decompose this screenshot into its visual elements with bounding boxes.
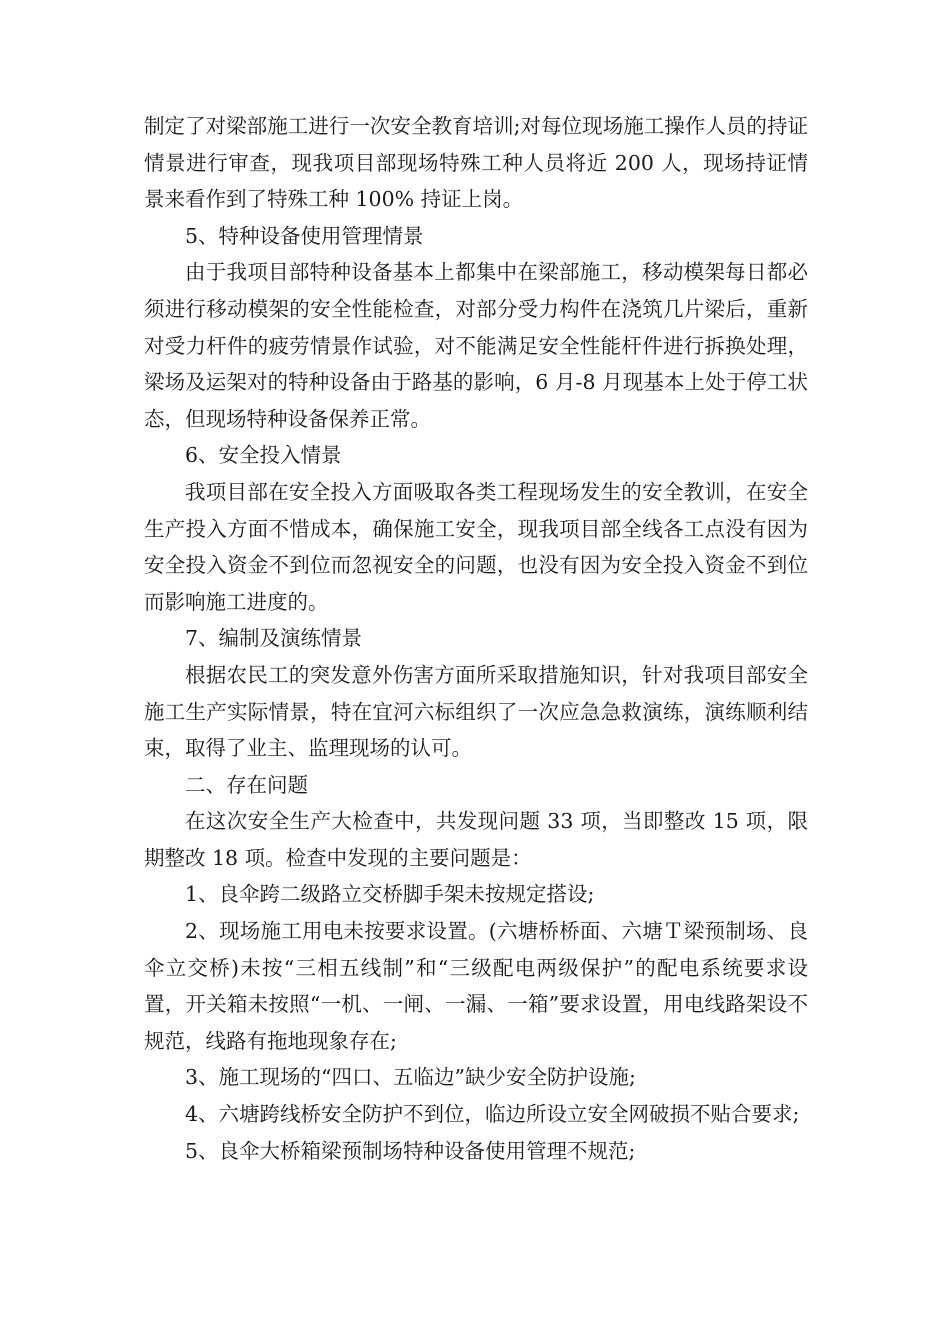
list-item-problem-2: 2、现场施工用电未按要求设置。(六塘桥桥面、六塘Ｔ梁预制场、良伞立交桥)未按“三相五线制”和“三级配电两级保护”的配电系统要求设置，开关箱未按照“一机、一闸、一漏、一箱”要求设置，用电线路架设不规范，线路有拖地现象存在; xyxy=(144,919,808,1053)
list-item-problem-3: 3、施工现场的“四口、五临边”缺少安全防护设施; xyxy=(185,1065,636,1090)
heading-safety-investment: 6、安全投入情景 xyxy=(185,443,342,468)
list-item-problem-4: 4、六塘跨线桥安全防护不到位，临边所设立安全网破损不贴合要求; xyxy=(185,1102,800,1127)
paragraph-drills: 根据农民工的突发意外伤害方面所采取措施知识，针对我项目部安全施工生产实际情景，特在宜河六标组织了一次应急急救演练，演练顺利结束，取得了业主、监理现场的认可。 xyxy=(144,662,808,761)
paragraph-safety-investment: 我项目部在安全投入方面吸取各类工程现场发生的安全教训，在安全生产投入方面不惜成本，确保施工安全，现我项目部全线各工点没有因为安全投入资金不到位而忽视安全的问题，也没有因为安全投入资金不到位而影响施工进度的。 xyxy=(144,479,808,614)
paragraph-training: 制定了对梁部施工进行一次安全教育培训;对每位现场施工操作人员的持证情景进行审查，现我项目部现场特殊工种人员将近 200 人，现场持证情景来看作到了特殊工种 100% 持证上岗。 xyxy=(144,114,808,212)
heading-drills: 7、编制及演练情景 xyxy=(185,626,363,651)
list-item-problem-5: 5、良伞大桥箱梁预制场特种设备使用管理不规范; xyxy=(185,1138,636,1163)
heading-existing-problems: 二、存在问题 xyxy=(185,772,308,797)
document-body xyxy=(144,108,808,1169)
heading-special-equipment: 5、特种设备使用管理情景 xyxy=(185,223,424,248)
list-item-problem-1: 1、良伞跨二级路立交桥脚手架未按规定搭设; xyxy=(185,882,595,907)
paragraph-special-equipment: 由于我项目部特种设备基本上都集中在梁部施工，移动模架每日都必须进行移动模架的安全性能检查，对部分受力构件在浇筑几片梁后，重新对受力杆件的疲劳情景作试验，对不能满足安全性能杆件进行拆换处理，梁场及运架对的特种设备由于路基的影响，6 月-8 月现基本上处于停工状态，但现场特种设备保养正常。 xyxy=(144,260,808,431)
paragraph-inspection-summary: 在这次安全生产大检查中，共发现问题 33 项，当即整改 15 项，限期整改 18 项。检查中发现的主要问题是： xyxy=(144,809,808,870)
